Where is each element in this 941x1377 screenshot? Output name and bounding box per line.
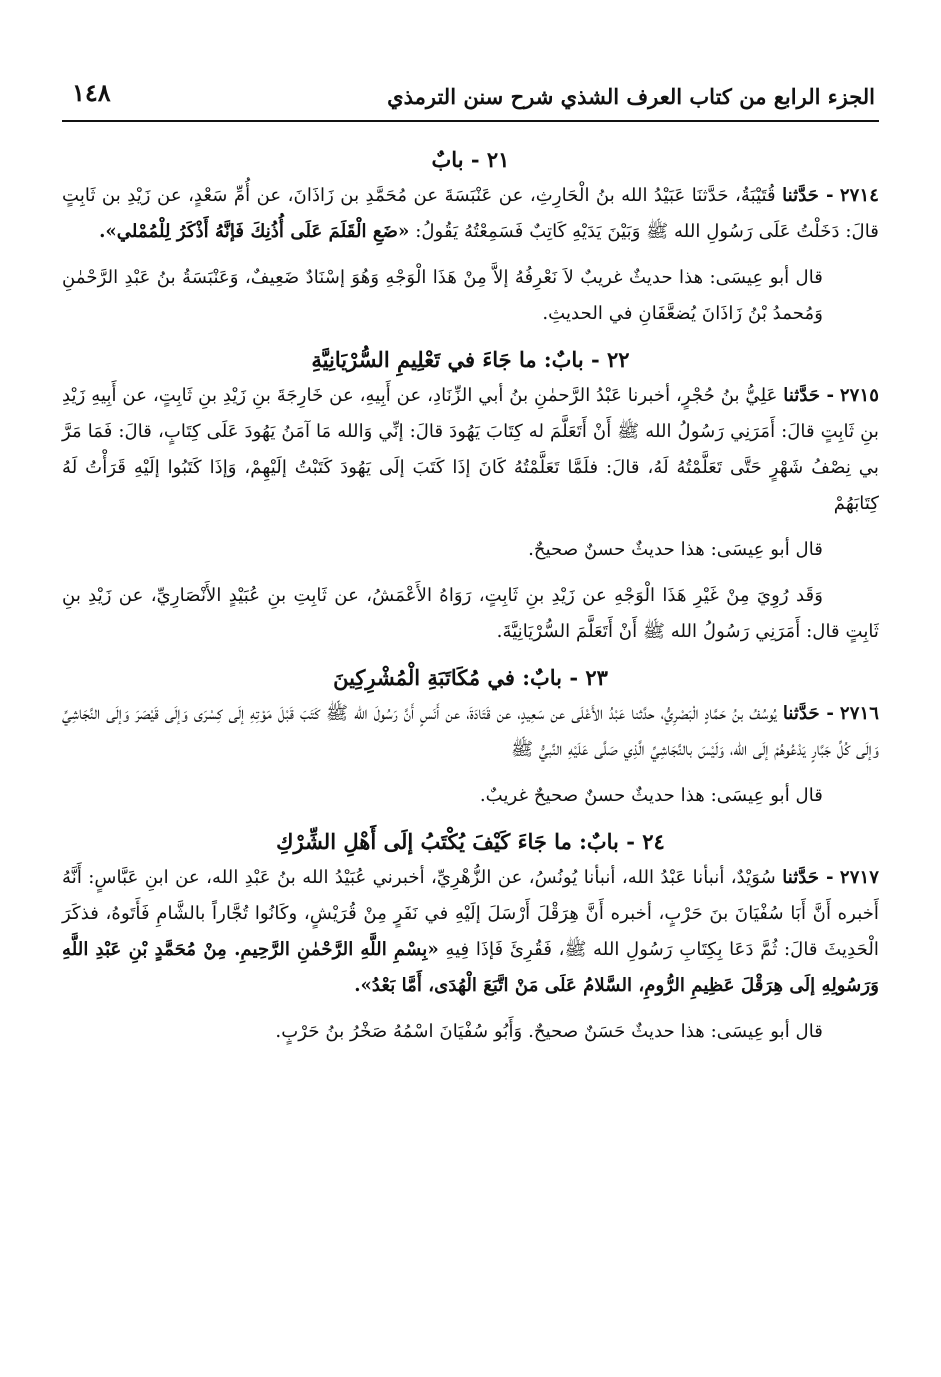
comment-text: قال أبو عِيسَى: هذا حديثٌ حسنٌ صحيحٌ. xyxy=(528,539,823,560)
hadith-block xyxy=(62,378,879,522)
running-title: الجزء الرابع من كتاب العرف الشذي شرح سنن الترمذي xyxy=(387,84,875,109)
hadith-block xyxy=(62,178,879,250)
tirmidhi-comment xyxy=(62,532,879,568)
hadith-block xyxy=(62,696,879,768)
comment-text: وَقَد رُوِيَ مِنْ غَيْرِ هَذَا الْوَجْهِ عن زَيْدِ بنِ ثَابِتٍ، رَوَاهُ الأَعْمَشُ، عن ثَابِتِ بنِ عُبَيْدٍ الأَنْصَارِيِّ، عن زَيْدِ بنِ ثَابِتٍ قال: أَمَرَنِي رَسُولُ الله ﷺ أَنْ أَتَعَلَّمَ السُّرْيَانِيَّةَ. xyxy=(62,585,879,642)
tirmidhi-comment-extra xyxy=(62,578,879,650)
hadith-text: يُوسُفُ بنُ حَمَّادٍ الْبَصْرِيُّ، حدَّثنا عَبْدُ الأَعْلَى عن سَعِيدٍ، عن قَتَادَةَ، عن أَنَسٍ أَنَّ رَسُولَ الله ﷺ كَتَبَ قَبْلَ مَوْتِهِ إلَى كِسْرَى وَإلَى قَيْصَرَ وَإلَى النَّجَاشِيِّ وَإلَى كُلِّ جَبَّارٍ يَدْعُوهُمْ إلَى الله، وَلَيْسَ بالنَّجَاشِيِّ الَّذِي صَلَّى عَلَيْهِ النَّبيُّ ﷺ xyxy=(62,703,879,760)
chapter-heading: ٢٢ - بابٌ: ما جَاءَ في تَعْلِيمِ السُّرْيَانِيَّةِ xyxy=(311,347,630,372)
hadith-text: عَلِيُّ بنُ حُجْرٍ، أخبرنا عَبْدُ الرَّحمٰنِ بنُ أبي الزِّنَادِ، عن أَبِيهِ، عن خَارِجَةَ بنِ زَيْدِ بنِ ثَابِتٍ، عن أَبِيهِ زَيْدِ بنِ ثَابِتٍ قالَ: أَمَرَنِي رَسُولُ الله ﷺ أَنْ أَتَعَلَّمَ له كِتَابَ يَهُودَ قالَ: إنِّي وَالله مَا آمَنُ يَهُودَ عَلَى كِتَابٍ، قالَ: فَمَا مَرَّ بي نِصْفُ شَهْرٍ حَتَّى تَعَلَّمْتُهُ لَهُ، قالَ: فلَمَّا تَعَلَّمْتُهُ كَانَ إذَا كَتَبَ إلَى يَهُودَ كَتَبْتُ إلَيْهِمْ، وَإذَا كَتَبُوا إلَيْهِ قَرَأْتُ لَهُ كِتَابَهُمْ xyxy=(62,385,879,514)
page-number: ١٤٨ xyxy=(72,78,111,107)
hadith-opening: - حَدَّثنا xyxy=(782,703,834,724)
hadith-number: ٢٧١٥ xyxy=(839,385,879,406)
tirmidhi-comment xyxy=(62,778,879,814)
tirmidhi-comment xyxy=(62,1014,879,1050)
hadith-opening: - حَدَّثنا xyxy=(783,385,835,406)
hadith-number: ٢٧١٧ xyxy=(839,867,879,888)
hadith-number: ٢٧١٤ xyxy=(839,185,879,206)
chapter-heading: ٢١ - بابٌ xyxy=(431,147,510,172)
chapter-heading: ٢٣ - بابٌ: في مُكَاتَبَةِ الْمُشْرِكِينَ xyxy=(333,665,608,690)
page-header xyxy=(62,76,879,122)
hadith-text: سُوَيْدٌ، أنبأنا عَبْدُ الله، أنبأنا يُونُسُ، عن الزُّهْرِيِّ، أخبرني عُبَيْدُ الله بنُ عَبْدِ الله، عن ابنِ عَبَّاسٍ: أَنَّهُ أَخبره أَنَّ أَبَا سُفْيَانَ بنَ حَرْبٍ، أخبره أَنَّ هِرَقْلَ أَرْسَلَ إلَيْهِ في نَفَرٍ مِنْ قُرَيْشٍ، وكَانُوا تُجَّاراً بالشَّامِ فَأَتَوهُ، فذكَرَ الْحَدِيثَ قالَ: ثُمَّ دَعَا بِكِتَابِ رَسُولِ الله ﷺ، فَقُرِئَ فَإذَا فِيهِ xyxy=(62,867,879,960)
comment-text: قال أبو عِيسَى: هذا حديثٌ حسنٌ صحيحٌ غريبٌ. xyxy=(479,785,823,806)
hadith-quote: «ضَعِ الْقَلَمَ عَلَى أُذُنِكَ فَإنَّهُ أَذْكَرُ لِلْمُمْلي». xyxy=(99,221,410,242)
comment-text: قال أبو عِيسَى: هذا حديثٌ حَسَنٌ صحيحٌ. وَأَبُو سُفْيَانَ اسْمُهُ صَخْرُ بنُ حَرْبٍ. xyxy=(275,1021,823,1042)
comment-text: قال أبو عِيسَى: هذا حديثٌ غريبٌ لاَ نَعْرِفُهُ إلاَّ مِنْ هَذَا الْوَجْهِ وَهُوَ إسْنَادٌ ضَعِيفٌ، وَعَنْبَسَةُ بنُ عَبْدِ الرَّحْمٰنِ وَمُحمدُ بْنُ زَاذَانَ يُضعَّفَانِ في الحديثِ. xyxy=(62,267,823,324)
hadith-number: ٢٧١٦ xyxy=(839,703,879,724)
chapter-heading: ٢٤ - بابٌ: ما جَاءَ كَيْفَ يُكْتَبُ إلَى أَهْلِ الشِّرْكِ xyxy=(276,829,665,854)
hadith-opening: - حَدَّثنا xyxy=(782,185,834,206)
hadith-block xyxy=(62,860,879,1004)
tirmidhi-comment xyxy=(62,260,879,332)
page-content xyxy=(62,142,879,1060)
hadith-text: قُتَيْبَةُ، حَدَّثنَا عَبَيْدُ الله بنُ الْحَارِثِ، عن عَنْبَسَةَ عن مُحَمَّدِ بن زَاذَانَ، عن أُمِّ سَعْدٍ، عن زَيْدِ بن ثَابِتٍ قالَ: دَخَلْتُ عَلَى رَسُولِ الله ﷺ وَبَيْنَ يَدَيْهِ كَاتِبٌ فَسَمِعْتُهُ يَقُولُ: xyxy=(62,185,879,242)
hadith-opening: - حَدَّثنا xyxy=(782,867,834,888)
hadith-quote: «بِسْمِ اللَّهِ الرَّحْمٰنِ الرَّحِيمِ. مِنْ مُحَمَّدٍ بْنِ عَبْدِ اللَّهِ وَرَسُولِهِ إلَى هِرَقْلَ عَظِيمِ الرُّومِ، السَّلامُ عَلَى مَنْ اتَّبَعَ الْهُدَى، أَمَّا بَعْدُ». xyxy=(62,939,879,996)
